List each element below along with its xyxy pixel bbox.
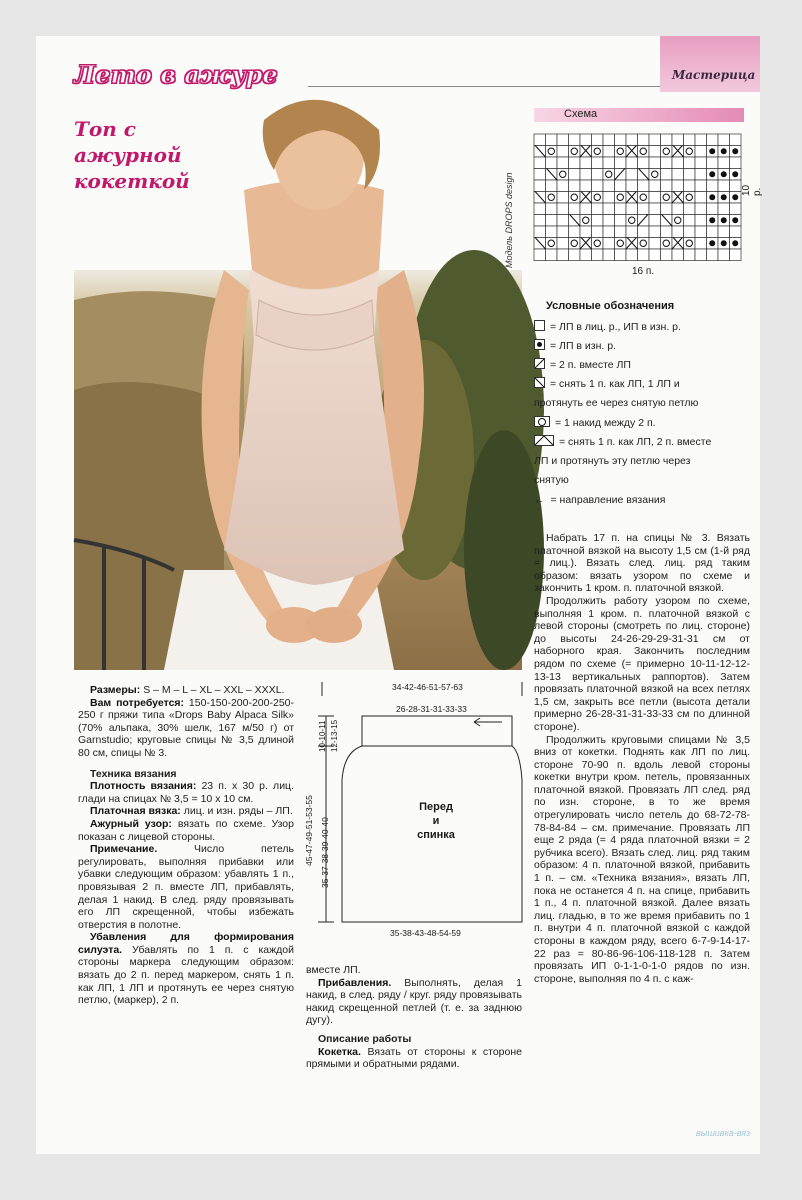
chart-cell [592, 238, 604, 250]
chart-cell [649, 215, 661, 227]
chart-cell [546, 134, 558, 146]
chart-cell [569, 192, 581, 204]
legend-item-k2tog: = 2 п. вместе ЛП [534, 356, 752, 375]
chart-cell [707, 203, 719, 215]
legend-item-knit: = ЛП в лиц. р., ИП в изн. р. [534, 318, 752, 337]
chart-cell [557, 249, 569, 261]
chart-cell [649, 169, 661, 181]
chart-cell [580, 169, 592, 181]
chart-cell [718, 226, 730, 238]
chart-cell [649, 203, 661, 215]
chart-cell [603, 238, 615, 250]
purl-dot [732, 217, 738, 223]
chart-cell [557, 192, 569, 204]
chart-cell [661, 134, 673, 146]
footer-watermark: вышивка-вяз [696, 1128, 751, 1138]
legend-item-sk2p-cont2: снятую [534, 474, 569, 486]
chart-cell [638, 226, 650, 238]
text-column-1: Размеры: S – M – L – XL – XXL – XXXL. Вам потребуется: 150-150-200-200-250-250 г пряжи типа «Drops Baby Alpaca Silk» (70% альпака, 30% шелк, 167 м/50 г) от Garnstudio; круговые спицы № 3,5 длиной 80 см, спицы № 3. Техника вязания Плотность вязания: 23 п. х 30 р. лиц. глади на спицах № 3,5 = 10 х 10 см. Платочная вязка: лиц. и изн. ряды – ЛП. Ажурный узор: вязать по схеме. Узор показан с лицевой стороны. Примечание. Число петель регулировать, выполняя прибавки или убавки следующим образом: убавлять 1 п., провязывая 2 п. вместе ЛП, прибавлять, делая 1 накид. В след. ряду провязывать его ЛП скрещенной, чтобы избежать отверстия в полотне. Убавления для формирования силуэта. Убавлять по 1 п. с каждой стороны маркера следующим образом: вязать до 2 п. перед маркером, снять 1 п. как ЛП, 1 ЛП и протянуть ее через снятую петлю, (маркер), 2 п. [78, 684, 295, 1007]
subtitle-line-3: кокеткой [74, 169, 190, 193]
chart-cell [557, 134, 569, 146]
chart-cell [592, 203, 604, 215]
chart-cell [707, 180, 719, 192]
chart-cell [684, 226, 696, 238]
chart-cell [569, 146, 581, 158]
chart-cell [580, 134, 592, 146]
chart-cell [615, 238, 627, 250]
chart-cell [638, 192, 650, 204]
chart-cell [626, 169, 638, 181]
chart-cell [661, 157, 673, 169]
chart-cell [649, 157, 661, 169]
chart-cell [626, 134, 638, 146]
chart-cell [615, 249, 627, 261]
legend-item-ssk-cont: протянуть ее через снятую петлю [534, 397, 699, 409]
chart-cell [534, 157, 546, 169]
chart-cell [695, 146, 707, 158]
chart-cell [615, 226, 627, 238]
chart-cell [603, 169, 615, 181]
purl-dot [709, 171, 715, 177]
schematic-yoke-height: 10-10-11 [318, 720, 327, 752]
chart-cell [615, 134, 627, 146]
chart-cell [695, 226, 707, 238]
chart-cell [569, 169, 581, 181]
chart-cell [695, 249, 707, 261]
chart-cell [557, 238, 569, 250]
chart-cell [718, 249, 730, 261]
purl-dot [721, 171, 727, 177]
chart-cell [580, 180, 592, 192]
subtitle-line-2: ажурной [74, 143, 182, 167]
chart-cell [592, 169, 604, 181]
purl-dot [721, 148, 727, 154]
design-credit: Модель DROPS design [504, 172, 514, 268]
purl-dot [721, 194, 727, 200]
chart-cell [672, 134, 684, 146]
chart-cell [603, 226, 615, 238]
chart-cell [684, 157, 696, 169]
subtitle-line-1: Топ с [74, 117, 136, 141]
purl-dot [709, 240, 715, 246]
chart-cell [626, 180, 638, 192]
chart-cell [684, 146, 696, 158]
purl-dot [732, 171, 738, 177]
chart-cell [534, 203, 546, 215]
chart-cell [557, 226, 569, 238]
chart-cell [569, 180, 581, 192]
chart-cell [638, 238, 650, 250]
chart-cell [626, 215, 638, 227]
scheme-label: Схема [564, 108, 598, 120]
chart-cell [557, 157, 569, 169]
chart-cell [592, 157, 604, 169]
lace-chart [532, 130, 742, 267]
chart-cell [615, 215, 627, 227]
chart-cell [649, 226, 661, 238]
chart-cell [707, 226, 719, 238]
filled-dot-icon [534, 339, 545, 350]
legend-item-ssk: = снять 1 п. как ЛП, 1 ЛП и [534, 375, 752, 394]
chart-cell [695, 180, 707, 192]
yarn-over-icon [534, 416, 550, 427]
chart-cell [534, 134, 546, 146]
chart-cell [603, 180, 615, 192]
chart-cell [592, 180, 604, 192]
chart-cell [672, 203, 684, 215]
chart-cell [557, 203, 569, 215]
chart-cell [592, 226, 604, 238]
chart-cell [695, 238, 707, 250]
chart-cell [672, 249, 684, 261]
chart-cell [684, 169, 696, 181]
chart-cell [592, 134, 604, 146]
chart-cell [534, 215, 546, 227]
chart-cell [695, 169, 707, 181]
chart-cell [546, 192, 558, 204]
chart-cell [626, 226, 638, 238]
lace-chart-grid [532, 130, 742, 262]
chart-cell [592, 146, 604, 158]
chart-cell [603, 146, 615, 158]
magazine-tab [660, 36, 760, 92]
purl-dot [732, 194, 738, 200]
legend-item-sk2p: = снять 1 п. как ЛП, 2 п. вместе [534, 433, 752, 452]
chart-cell [546, 215, 558, 227]
schematic-center-label: Перед и спинка [417, 801, 455, 841]
chart-cell [603, 192, 615, 204]
header-divider [308, 86, 662, 87]
chart-height-label: 10 р. [741, 184, 763, 196]
chart-cell [580, 215, 592, 227]
chart-cell [684, 215, 696, 227]
chart-cell [592, 192, 604, 204]
chart-cell [638, 146, 650, 158]
chart-cell [580, 249, 592, 261]
chart-cell [615, 192, 627, 204]
chart-cell [626, 203, 638, 215]
chart-cell [546, 157, 558, 169]
chart-cell [546, 238, 558, 250]
chart-cell [649, 238, 661, 250]
chart-cell [546, 146, 558, 158]
chart-cell [626, 249, 638, 261]
purl-dot [732, 240, 738, 246]
schematic-upper-width: 26-28-31-31-33-33 [396, 704, 467, 714]
chart-cell [718, 157, 730, 169]
chart-cell [695, 215, 707, 227]
chart-cell [661, 203, 673, 215]
chart-cell [649, 192, 661, 204]
chart-cell [615, 203, 627, 215]
chart-cell [569, 134, 581, 146]
diagonal-left-icon [534, 377, 545, 388]
chart-cell [672, 180, 684, 192]
schematic-full-height: 45-47-49-51-53-55 [304, 795, 314, 866]
chart-cell [661, 146, 673, 158]
legend-title: Условные обозначения [546, 300, 675, 312]
chart-cell [707, 134, 719, 146]
chart-cell [684, 134, 696, 146]
chart-cell [661, 226, 673, 238]
chart-cell [649, 249, 661, 261]
legend-item-yo: = 1 накид между 2 п. [534, 414, 752, 433]
legend-item-sk2p-cont: ЛП и протянуть эту петлю через [534, 455, 691, 467]
article-subtitle [74, 116, 234, 194]
text-column-2: вместе ЛП. Прибавления. Выполнять, делая 1 накид, в след. ряду / круг. ряду провязывать накид скрещенной петлей (т. е. за заднюю дугу). Описание работы Кокетка. Вязать от стороны к стороне прямыми и обратными рядами. [306, 964, 522, 1071]
chart-cell [557, 180, 569, 192]
chart-cell [649, 134, 661, 146]
chart-cell [534, 249, 546, 261]
chart-cell [695, 203, 707, 215]
chart-cell [638, 180, 650, 192]
purl-dot [709, 217, 715, 223]
purl-dot [709, 194, 715, 200]
chart-cell [684, 192, 696, 204]
schematic-body-height: 35-37-38-39-40-40 [320, 817, 330, 888]
chart-cell [534, 226, 546, 238]
chart-cell [730, 226, 742, 238]
chart-cell [718, 180, 730, 192]
chart-cell [707, 157, 719, 169]
chart-cell [730, 180, 742, 192]
schematic-yoke-height-2: 12-13-15 [330, 719, 339, 752]
chart-cell [534, 169, 546, 181]
text-column-3: Набрать 17 п. на спицы № 3. Вязать платочной вязкой на высоту 1,5 см (1-й ряд = лиц.). Вязать след. лиц. ряд таким образом: вязать узором по схеме и закончить 1 кром. п. платочной вязкой. Продолжить работу узором по схеме, выполняя 1 кром. п. платочной вязкой с левой стороны (смотреть по лиц. стороне) до высоты 24-26-29-29-31-31 см от наборного края. Закончить последним рядом по схеме (= примерно 10-11-12-12-13-13 вертикальных раппортов). Затем провязать платочной вязкой на всех петлях 1,5 см, закрыть все петли (высота детали примерно 26-28-31-31-33-33 см по длинной стороне). Продолжить круговыми спицами № 3,5 вниз от кокетки. Поднять как ЛП по лиц. стороне 70-90 п. вдоль левой стороны кокетки внутри кром. петель, провязанных платочной вязкой. Провязать ЛП след. ряд по изн. стороне, в то же время отрегулировать число петель до 68-72-78-78-84-84 – см. примечание. Провязать ЛП еще 2 ряда (= 4 ряда платочной вязки = 2 рубчика всего). Вязать след. лиц. ряд таким образом: 4 п. платочной вязкой, прибавить 1 п. – см. «Техника вязания», вязать ЛП, пока не останется 4 п. на спице, прибавить 1 п., 4 п. платочной вязкой. Далее вязать лиц. гладью, в то же время прибавить по 1 п. внутри 4 п. платочной вязкой с каждой стороны в каждом ряду, всего 6-7-9-14-17-22 раз = 80-86-96-106-118-128 п. Затем провязать ИП 0-1-1-0-1-0 рядов по изн. стороне, выполняя по 4 п. с каж- [534, 532, 750, 985]
chart-cell [695, 134, 707, 146]
chart-cell [672, 226, 684, 238]
chart-cell [569, 226, 581, 238]
chart-cell [672, 157, 684, 169]
chart-cell [649, 146, 661, 158]
schematic-bottom-width: 35-38-43-48-54-59 [390, 928, 461, 938]
chart-cell [592, 249, 604, 261]
chart-cell [672, 169, 684, 181]
chart-cell [638, 134, 650, 146]
chart-cell [707, 249, 719, 261]
photo-illustration [74, 130, 522, 670]
chart-cell [695, 192, 707, 204]
chart-cell [557, 146, 569, 158]
purl-dot [709, 148, 715, 154]
chart-cell [730, 134, 742, 146]
purl-dot [732, 148, 738, 154]
chart-cell [661, 192, 673, 204]
chart-cell [661, 180, 673, 192]
legend-item-purl: = ЛП в изн. р. [534, 337, 752, 356]
chart-cell [546, 226, 558, 238]
chart-cell [615, 180, 627, 192]
chart-cell [638, 249, 650, 261]
model-photo [74, 130, 522, 670]
chart-cell [684, 249, 696, 261]
chart-cell [569, 249, 581, 261]
chart-cell [730, 157, 742, 169]
purl-dot [721, 217, 727, 223]
chart-cell [730, 249, 742, 261]
magazine-name: Мастерица [672, 68, 756, 82]
chart-width-label: 16 п. [632, 266, 655, 277]
chart-cell [592, 215, 604, 227]
chart-cell [695, 157, 707, 169]
chart-cell [603, 249, 615, 261]
chart-cell [615, 157, 627, 169]
chart-cell [718, 203, 730, 215]
chart-cell [626, 157, 638, 169]
chart-cell [603, 157, 615, 169]
double-decrease-icon [534, 435, 554, 446]
chart-cell [534, 180, 546, 192]
chart-cell [638, 157, 650, 169]
section-title: Лето в ажуре [74, 60, 278, 89]
magazine-page [36, 36, 763, 1154]
chart-cell [638, 203, 650, 215]
chart-cell [730, 203, 742, 215]
chart-cell [546, 249, 558, 261]
chart-cell [661, 169, 673, 181]
chart-cell [718, 134, 730, 146]
chart-cell [603, 134, 615, 146]
chart-cell [580, 203, 592, 215]
chart-cell [569, 157, 581, 169]
purl-dot [721, 240, 727, 246]
chart-cell [569, 203, 581, 215]
chart-cell [546, 203, 558, 215]
chart-cell [580, 226, 592, 238]
chart-cell [661, 238, 673, 250]
chart-cell [546, 180, 558, 192]
schematic-top-width: 34-42-46-51-57-63 [392, 682, 463, 692]
chart-cell [603, 203, 615, 215]
chart-cell [580, 157, 592, 169]
chart-cell [649, 180, 661, 192]
chart-cell [684, 203, 696, 215]
chart-cell [569, 238, 581, 250]
legend-item-direction: ← = направление вязания [534, 494, 666, 506]
arrow-left-icon: ← [534, 494, 545, 506]
chart-cell [615, 146, 627, 158]
diagonal-right-icon [534, 358, 545, 369]
chart-cell [684, 238, 696, 250]
empty-square-icon [534, 320, 545, 331]
chart-cell [661, 249, 673, 261]
chart-cell [557, 215, 569, 227]
chart-cell [684, 180, 696, 192]
chart-cell [557, 169, 569, 181]
chart-cell [672, 215, 684, 227]
chart-cell [603, 215, 615, 227]
